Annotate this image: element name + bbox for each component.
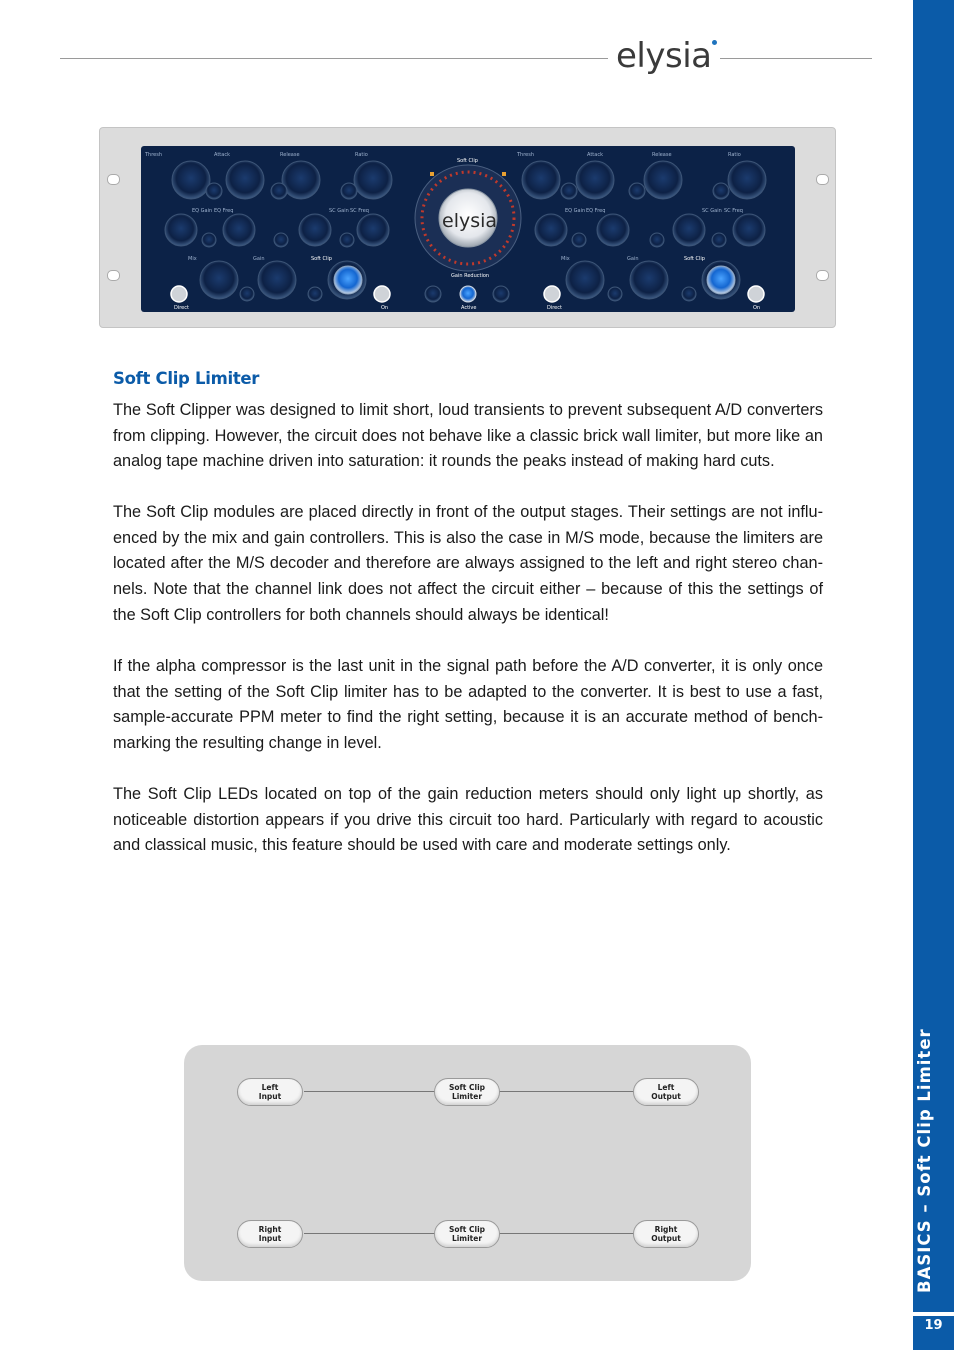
node-label: Input	[258, 1234, 282, 1243]
left-input-node	[237, 1078, 303, 1106]
node-label: Input	[258, 1092, 282, 1101]
node-label: Soft Clip	[448, 1225, 486, 1234]
device-label: SC Freq	[350, 208, 369, 214]
device-label: Release	[280, 152, 300, 158]
text-line: from clipping. However, the circuit does not behave like a classic brick wall limiter, but more like an	[113, 426, 823, 445]
paragraph-1	[113, 398, 823, 475]
header-rule-left	[60, 58, 608, 59]
right-soft-clip-node	[434, 1220, 500, 1248]
soft-clip-label-right: Soft Clip	[684, 256, 705, 262]
device-label: Ratio	[728, 152, 741, 158]
node-label: Limiter	[451, 1092, 483, 1101]
node-label: Output	[651, 1234, 681, 1243]
text-line: marking the resulting change in level.	[113, 734, 382, 753]
text-line: that the setting of the Soft Clip limiter has to be adapted to the converter. It is best to use a fast,	[113, 682, 823, 701]
device-label: Thresh	[517, 152, 535, 158]
gain-reduction-meter	[415, 165, 521, 302]
soft-clip-label-left: Soft Clip	[311, 256, 332, 262]
right-output-node	[633, 1220, 699, 1248]
device-label: On	[753, 305, 761, 311]
brand-logo-dot	[712, 40, 717, 45]
device-label: Mix	[561, 256, 570, 262]
text-line: The Soft Clip LEDs located on top of the gain reduction meters should only light up shortly, as	[113, 785, 823, 803]
device-label: Ratio	[355, 152, 368, 158]
paragraph-4	[113, 782, 823, 859]
node-label: Right	[654, 1225, 678, 1234]
rack-hole	[816, 270, 829, 281]
left-output-node	[633, 1078, 699, 1106]
device-label: Direct	[174, 305, 189, 311]
device-label: Attack	[587, 152, 603, 158]
left-soft-clip-node	[434, 1078, 500, 1106]
text-line: sample-accurate PPM meter to find the right setting, because it is an accurate method of bench-	[113, 708, 823, 727]
text-line: the Soft Clip controllers for both channels should always be identical!	[113, 605, 609, 624]
signal-flow-diagram	[184, 1045, 751, 1281]
paragraph-2	[113, 500, 823, 629]
right-knobs	[522, 161, 766, 302]
header-rule-right	[720, 58, 872, 59]
text-line: The Soft Clip modules are placed directly in front of the output stages. Their settings are not influ-	[113, 503, 823, 521]
device-label: SC Gain	[329, 208, 349, 214]
node-label: Right	[258, 1225, 282, 1234]
device-label: Direct	[547, 305, 562, 311]
text-line: and classical music, this feature should be used with care and moderate settings only.	[113, 836, 731, 855]
device-label: EQ Freq	[586, 208, 606, 214]
chapter-title: BASICS – Soft Clip Limiter	[915, 1028, 934, 1293]
section-heading: Soft Clip Limiter	[113, 369, 260, 388]
device-center-logo: elysia	[442, 210, 498, 232]
rack-hole	[107, 270, 120, 281]
node-label: Output	[651, 1092, 681, 1101]
rack-hole	[816, 174, 829, 185]
soft-clip-led-label: Soft Clip	[457, 158, 478, 164]
device-label: Gain	[253, 256, 265, 262]
device-label: Attack	[214, 152, 230, 158]
right-input-node	[237, 1220, 303, 1248]
device-label: EQ Gain	[192, 208, 213, 214]
brand-logo: elysia	[616, 36, 712, 76]
text-line: nels. Note that the channel link does not affect the circuit either – because of this the settings of	[113, 580, 823, 599]
text-line: The Soft Clipper was designed to limit short, loud transients to prevent subsequent A/D converters	[113, 401, 823, 419]
device-label: Gain	[627, 256, 639, 262]
text-line: analog tape machine driven into saturation: it rounds the peaks instead of making hard cuts.	[113, 452, 775, 471]
device-label: SC Freq	[724, 208, 743, 214]
paragraph-3	[113, 654, 823, 757]
node-label: Left	[657, 1083, 675, 1092]
text-line: located after the M/S decoder and therefore are always assigned to the left and right stereo chan-	[113, 554, 823, 573]
device-label: SC Gain	[702, 208, 722, 214]
gain-reduction-label: Gain Reduction	[451, 273, 490, 279]
device-label: Thresh	[145, 152, 163, 158]
node-label: Limiter	[451, 1234, 483, 1243]
device-label: EQ Gain	[565, 208, 586, 214]
node-label: Soft Clip	[448, 1083, 486, 1092]
left-knobs	[165, 161, 392, 302]
device-label: Active	[461, 305, 477, 311]
text-line: noticeable distortion appears if you drive this circuit too hard. Particularly with regard to acoustic	[113, 810, 823, 829]
text-line: If the alpha compressor is the last unit in the signal path before the A/D converter, it is only once	[113, 657, 823, 675]
rack-hole	[107, 174, 120, 185]
text-line: enced by the mix and gain controllers. This is also the case in M/S mode, because the limiters are	[113, 528, 823, 547]
page-number: 19	[924, 1318, 943, 1333]
device-label: Release	[652, 152, 672, 158]
device-label: EQ Freq	[214, 208, 234, 214]
device-label: On	[381, 305, 389, 311]
node-label: Left	[261, 1083, 279, 1092]
device-label: Mix	[188, 256, 197, 262]
